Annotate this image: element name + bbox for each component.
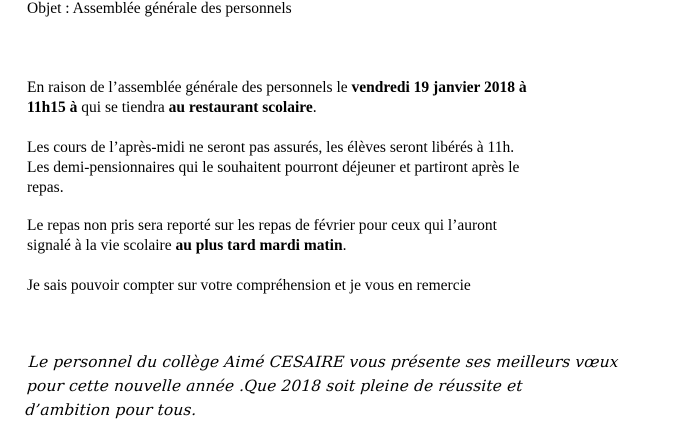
text-run: .: [312, 99, 317, 116]
wishes-line: Le personnel du collège Aimé CESAIRE vous présente ses meilleurs vœux: [28, 353, 620, 371]
paragraph-line: Les cours de l’après-midi ne seront pas assurés, les élèves seront libérés à 11h.: [27, 139, 515, 156]
paragraph-line: repas.: [27, 179, 64, 196]
paragraph-line: Je sais pouvoir compter sur votre compréhension et je vous en remercie: [27, 277, 471, 294]
text-run: .: [342, 237, 347, 254]
paragraph-line: [27, 78, 657, 98]
text-run: signalé à la vie scolaire: [27, 237, 176, 254]
paragraph-line: [27, 236, 657, 256]
meeting-location-bold: au restaurant scolaire: [168, 99, 313, 116]
new-year-wishes: [24, 350, 679, 422]
deadline-bold: au plus tard mardi matin: [175, 237, 343, 254]
paragraph-general-assembly: [27, 78, 657, 118]
paragraph-line: Les demi-pensionnaires qui le souhaitent pourront déjeuner et partiront après le: [27, 159, 520, 176]
paragraph-line: [27, 98, 657, 118]
meeting-time-bold: 11h15 à: [27, 99, 78, 116]
meeting-date-bold: vendredi 19 janvier 2018 à: [351, 79, 527, 96]
paragraph-afternoon-classes: [27, 138, 657, 198]
text-run: qui se tiendra: [77, 99, 169, 116]
wishes-line: pour cette nouvelle année .Que 2018 soit pleine de réussite et: [26, 377, 524, 395]
paragraph-thanks: [27, 276, 657, 296]
paragraph-line: Le repas non pris sera reporté sur les repas de février pour ceux qui l’auront: [27, 217, 497, 234]
text-run: En raison de l’assemblée générale des personnels le: [27, 79, 352, 96]
wishes-line: d’ambition pour tous.: [24, 401, 198, 419]
paragraph-meal-postponed: [27, 216, 657, 256]
letter-subject: Objet : Assemblée générale des personnels: [27, 0, 292, 17]
